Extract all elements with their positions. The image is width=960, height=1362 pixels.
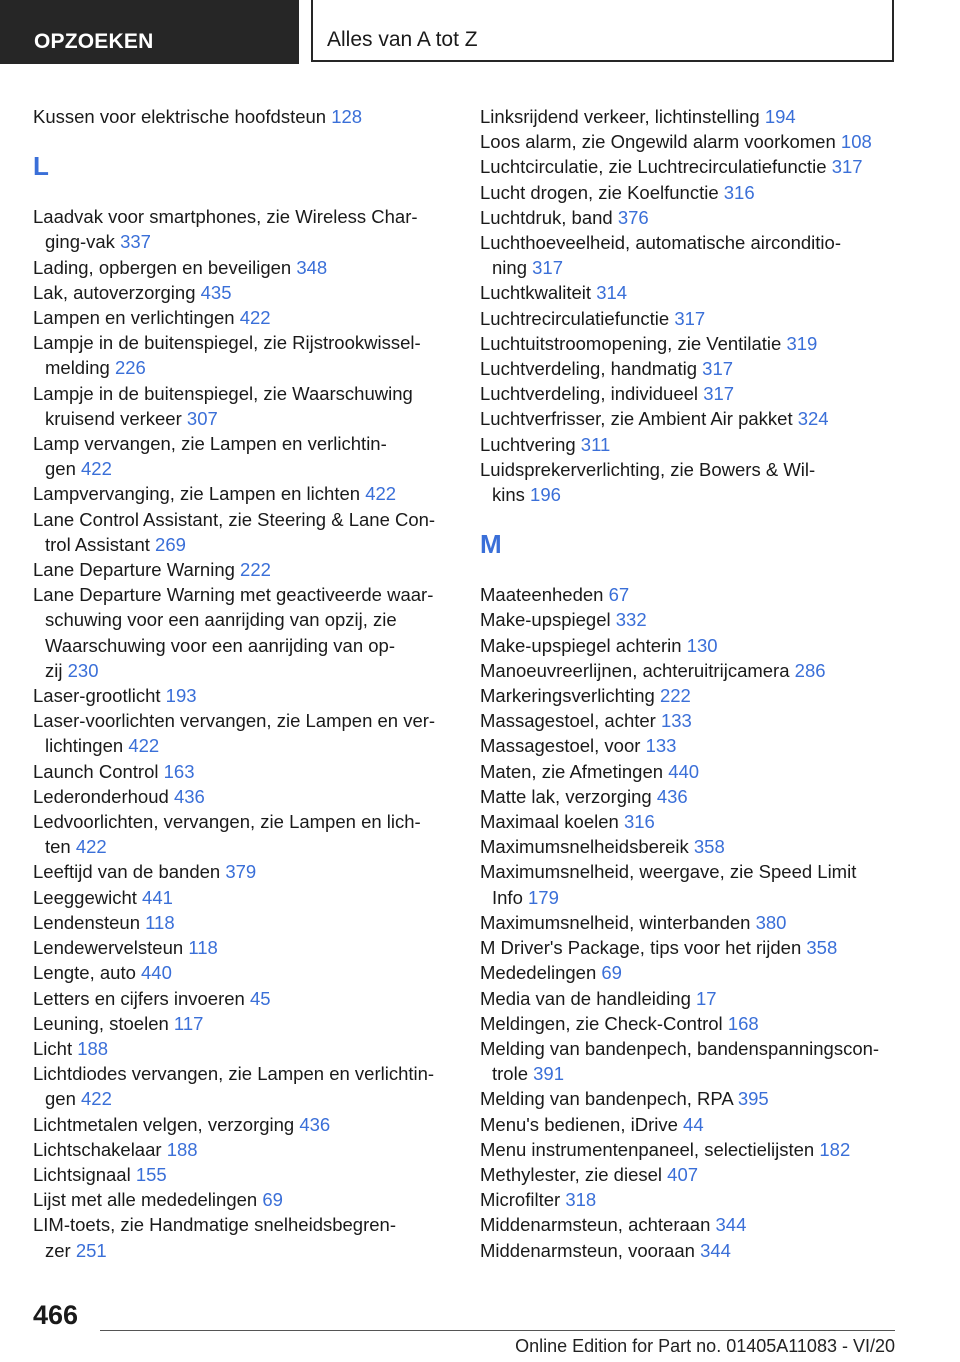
page-link[interactable]: 317: [702, 358, 734, 380]
page-link[interactable]: 222: [659, 685, 691, 707]
entry-text: ten: [45, 836, 71, 858]
page-link[interactable]: 193: [165, 685, 197, 707]
entry-text: Lengte, auto: [33, 962, 136, 984]
entry-text: Markeringsverlichting: [480, 685, 655, 707]
entry-text: gen: [45, 458, 76, 480]
page-link[interactable]: 133: [660, 710, 692, 732]
index-entry: [480, 1187, 900, 1212]
index-entry: [33, 809, 453, 859]
entry-text: Waarschuwing voor een aanrijding van op-: [45, 634, 395, 656]
page-link[interactable]: 379: [225, 861, 257, 883]
entry-text: Leuning, stoelen: [33, 1012, 169, 1034]
entry-text: Lendensteun: [33, 911, 140, 933]
page-link[interactable]: 395: [737, 1088, 769, 1110]
index-entry: [480, 910, 900, 935]
entry-text: Luchtverdeling, handmatig: [480, 358, 698, 380]
index-entry: [480, 1086, 900, 1111]
page-link[interactable]: 44: [683, 1113, 704, 1135]
entry-text: Media van de handleiding: [480, 987, 691, 1009]
page-link[interactable]: 380: [755, 911, 787, 933]
page-link[interactable]: 317: [674, 307, 706, 329]
index-entry: [480, 834, 900, 859]
entry-text: Lucht drogen, zie Koelfunctie: [480, 181, 719, 203]
section-letter: L: [33, 151, 49, 182]
index-entry: [480, 1137, 900, 1162]
entry-text: Lederonderhoud: [33, 785, 169, 807]
index-entry: [33, 885, 453, 910]
entry-text: Luchtdruk, band: [480, 206, 613, 228]
index-entry: [33, 759, 453, 784]
entry-text: trole: [492, 1063, 528, 1085]
page-link[interactable]: 179: [528, 886, 559, 908]
page-link[interactable]: 286: [794, 659, 826, 681]
index-entry: [33, 1162, 453, 1187]
page-link[interactable]: 358: [806, 937, 838, 959]
page-link[interactable]: 182: [819, 1138, 851, 1160]
entry-text: Kussen voor elektrische hoofdsteun: [33, 106, 327, 127]
page-title: Alles van A tot Z: [327, 28, 478, 51]
index-entry: [33, 1061, 453, 1111]
entry-text: Licht: [33, 1037, 73, 1059]
page-link[interactable]: 196: [530, 484, 561, 506]
index-entry: [33, 1112, 453, 1137]
page-link[interactable]: 108: [840, 131, 872, 153]
page-link[interactable]: 317: [703, 383, 735, 405]
page-link[interactable]: 422: [81, 1088, 112, 1110]
entry-text: Lichtschakelaar: [33, 1138, 162, 1160]
index-entry: [33, 305, 453, 330]
index-entry: [480, 1162, 900, 1187]
entry-text: Make-upspiegel achterin: [480, 634, 682, 656]
page-link[interactable]: 133: [645, 735, 677, 757]
entry-text: Linksrijdend verkeer, lichtinstelling: [480, 106, 760, 127]
index-entry: [480, 129, 900, 154]
entry-text: Menu's bedienen, iDrive: [480, 1113, 678, 1135]
page-link[interactable]: 69: [262, 1189, 283, 1211]
page-link[interactable]: 319: [786, 332, 818, 354]
entry-text: Laser-voorlichten vervangen, zie Lampen en ver-: [33, 710, 436, 732]
entry-text: Maximumsnelheid, winterbanden: [480, 911, 751, 933]
footer-divider: [100, 1330, 895, 1331]
page-link[interactable]: 344: [700, 1239, 731, 1261]
page-link[interactable]: 155: [135, 1163, 167, 1185]
index-entry: [480, 280, 900, 305]
page-link[interactable]: 441: [142, 886, 173, 908]
index-entry: [33, 1212, 453, 1262]
page-link[interactable]: 117: [173, 1012, 204, 1034]
entry-text: ning: [492, 257, 527, 279]
entry-text: Loos alarm, zie Ongewild alarm voorkomen: [480, 131, 836, 153]
page-link[interactable]: 314: [596, 282, 628, 304]
entry-text: M Driver's Package, tips voor het rijden: [480, 937, 802, 959]
entry-text: Make-upspiegel: [480, 609, 611, 631]
index-entry: [480, 986, 900, 1011]
index-entry: [480, 104, 900, 129]
entry-text: Lichtdiodes vervangen, zie Lampen en verlichtin-: [33, 1063, 435, 1085]
index-entry: [480, 381, 900, 406]
index-entry: [480, 154, 900, 179]
entry-text: Lichtmetalen velgen, verzorging: [33, 1113, 295, 1135]
entry-text: Lampvervanging, zie Lampen en lichten: [33, 483, 361, 505]
page-link[interactable]: 435: [200, 281, 232, 303]
entry-text: lichtingen: [45, 735, 124, 757]
index-column-left: [33, 104, 453, 1263]
entry-text: Lampje in de buitenspiegel, zie Rijstrookwissel-: [33, 332, 421, 354]
entry-text: Meldingen, zie Check-Control: [480, 1012, 723, 1034]
entry-text: Lane Control Assistant, zie Steering & Lane Con-: [33, 508, 436, 530]
page-link[interactable]: 422: [128, 735, 160, 757]
page-link[interactable]: 358: [693, 836, 725, 858]
page-link[interactable]: 376: [617, 206, 649, 228]
entry-text: Luchtcirculatie, zie Luchtrecirculatiefunctie: [480, 156, 827, 178]
entry-text: Middenarmsteun, vooraan: [480, 1239, 695, 1261]
index-entry: [33, 935, 453, 960]
entry-text: Menu instrumentenpaneel, selectielijsten: [480, 1138, 815, 1160]
index-entry: [480, 658, 900, 683]
page-link[interactable]: 316: [723, 181, 755, 203]
entry-text: Mededelingen: [480, 962, 597, 984]
page-link[interactable]: 324: [797, 408, 829, 430]
index-entry: [480, 205, 900, 230]
page-link[interactable]: 422: [81, 458, 112, 480]
section-tab[interactable]: [0, 0, 299, 64]
page-link[interactable]: 344: [715, 1214, 747, 1236]
index-entry: [33, 204, 453, 254]
index-entry: [480, 708, 900, 733]
index-entry: [33, 104, 453, 129]
index-entry: [480, 1112, 900, 1137]
entry-text: Letters en cijfers invoeren: [33, 987, 245, 1009]
index-entry: [480, 607, 900, 632]
entry-text: Luchtuitstroomopening, zie Ventilatie: [480, 332, 782, 354]
page-link[interactable]: 307: [186, 407, 218, 429]
index-entry: [33, 708, 453, 758]
page-link[interactable]: 436: [656, 785, 688, 807]
page-link[interactable]: 318: [565, 1189, 597, 1211]
entry-text: Lamp vervangen, zie Lampen en verlichtin-: [33, 433, 387, 455]
entry-text: Lak, autoverzorging: [33, 281, 196, 303]
header-title-box: [311, 0, 894, 62]
index-entry: [480, 733, 900, 758]
entry-text: ging-vak: [45, 231, 115, 253]
index-entry: [480, 859, 900, 909]
entry-text: Luchthoeveelheid, automatische airconditio-: [480, 232, 841, 254]
page-link[interactable]: 45: [249, 987, 271, 1009]
page-link[interactable]: 422: [239, 307, 271, 329]
page-link[interactable]: 188: [77, 1037, 109, 1059]
page-link[interactable]: 230: [67, 659, 99, 681]
page-number: 466: [33, 1300, 79, 1330]
index-entry: [33, 910, 453, 935]
entry-text: melding: [45, 357, 110, 379]
page-link[interactable]: 391: [533, 1063, 565, 1085]
entry-text: trol Assistant: [45, 533, 150, 555]
page-link[interactable]: 317: [532, 257, 563, 279]
entry-text: Laser-grootlicht: [33, 685, 161, 707]
entry-text: Lampje in de buitenspiegel, zie Waarschuwing: [33, 382, 413, 404]
entry-text: Maateenheden: [480, 584, 604, 606]
entry-text: kruisend verkeer: [45, 407, 182, 429]
index-column-right: [480, 104, 900, 1263]
page-link[interactable]: 67: [608, 584, 630, 606]
page-link[interactable]: 316: [623, 811, 655, 833]
entry-text: Luchtvering: [480, 433, 576, 455]
entry-text: Laadvak voor smartphones, zie Wireless Char-: [33, 206, 418, 228]
entry-text: Microfilter: [480, 1189, 561, 1211]
entry-text: schuwing voor een aanrijding van opzij, zie: [45, 609, 397, 631]
entry-text: Leeftijd van de banden: [33, 861, 221, 883]
page-link[interactable]: 118: [145, 911, 175, 933]
entry-text: Maten, zie Afmetingen: [480, 760, 664, 782]
index-entry: [33, 255, 453, 280]
page-link[interactable]: 269: [155, 533, 186, 555]
index-entry: [33, 784, 453, 809]
entry-text: Lading, opbergen en beveiligen: [33, 256, 292, 278]
index-entry: [480, 1238, 900, 1263]
page-link[interactable]: 168: [727, 1012, 759, 1034]
section-tab-label: OPZOEKEN: [34, 30, 154, 53]
index-entry: [33, 582, 453, 683]
entry-text: Lane Departure Warning: [33, 559, 235, 581]
index-entry: [33, 986, 453, 1011]
page-link[interactable]: 422: [365, 483, 397, 505]
index-entry: [33, 381, 453, 431]
entry-text: Lichtsignaal: [33, 1163, 131, 1185]
index-entry: [33, 1137, 453, 1162]
page-link[interactable]: 222: [240, 559, 271, 581]
entry-text: Luchtverdeling, individueel: [480, 383, 699, 405]
entry-text: kins: [492, 484, 525, 506]
index-entry: [33, 960, 453, 985]
entry-text: Massagestoel, achter: [480, 710, 656, 732]
index-entry: [480, 356, 900, 381]
page-link[interactable]: 163: [163, 760, 195, 782]
index-entry: [480, 432, 900, 457]
entry-text: Launch Control: [33, 760, 159, 782]
index-entry: [33, 431, 453, 481]
index-entry: [480, 1212, 900, 1237]
entry-text: Lane Departure Warning met geactiveerde waar-: [33, 584, 434, 606]
entry-text: gen: [45, 1088, 76, 1110]
entry-text: Luchtrecirculatiefunctie: [480, 307, 670, 329]
index-entry: [33, 557, 453, 582]
entry-text: Luidsprekerverlichting, zie Bowers & Wil-: [480, 458, 816, 480]
entry-text: Lijst met alle mededelingen: [33, 1189, 258, 1211]
index-entry: [480, 306, 900, 331]
entry-text: Info: [492, 886, 523, 908]
index-entry: [480, 406, 900, 431]
entry-text: zij: [45, 659, 63, 681]
entry-text: Massagestoel, voor: [480, 735, 641, 757]
page-link[interactable]: 436: [173, 785, 205, 807]
page-link[interactable]: 69: [601, 962, 622, 984]
entry-text: Matte lak, verzorging: [480, 785, 652, 807]
entry-text: Maximumsnelheid, weergave, zie Speed Limit: [480, 861, 857, 883]
section-letter: M: [480, 529, 502, 560]
entry-text: Lendewervelsteun: [33, 937, 184, 959]
entry-text: Methylester, zie diesel: [480, 1163, 663, 1185]
page-link[interactable]: 407: [667, 1163, 699, 1185]
index-entry: [480, 230, 900, 280]
index-entry: [480, 633, 900, 658]
page-link[interactable]: 194: [764, 106, 796, 127]
entry-text: Maximaal koelen: [480, 811, 619, 833]
entry-text: LIM-toets, zie Handmatige snelheidsbegren-: [33, 1214, 396, 1236]
index-entry: [33, 859, 453, 884]
index-entry: [480, 1011, 900, 1036]
index-entry: [33, 330, 453, 380]
entry-text: Luchtverfrisser, zie Ambient Air pakket: [480, 408, 793, 430]
entry-text: Leeggewicht: [33, 886, 137, 908]
entry-text: Maximumsnelheidsbereik: [480, 836, 689, 858]
page-link[interactable]: 118: [188, 937, 218, 959]
index-entry: [480, 331, 900, 356]
entry-text: Melding van bandenpech, bandenspanningscon-: [480, 1037, 880, 1059]
page-link[interactable]: 317: [831, 156, 863, 178]
page-link[interactable]: 130: [686, 634, 718, 656]
entry-text: Lampen en verlichtingen: [33, 307, 235, 329]
index-entry: [480, 180, 900, 205]
index-entry: [33, 1187, 453, 1212]
index-entry: [480, 935, 900, 960]
page-link[interactable]: 337: [120, 231, 151, 253]
index-entry: [480, 759, 900, 784]
entry-text: Melding van bandenpech, RPA: [480, 1088, 733, 1110]
entry-text: Middenarmsteun, achteraan: [480, 1214, 711, 1236]
index-entry: [33, 683, 453, 708]
page-link[interactable]: 332: [615, 609, 647, 631]
page-link[interactable]: 436: [299, 1113, 331, 1135]
page-link[interactable]: 440: [668, 760, 700, 782]
index-entry: [33, 1011, 453, 1036]
index-entry: [480, 1036, 900, 1086]
index-entry: [480, 784, 900, 809]
index-entry: [33, 280, 453, 305]
page-link[interactable]: 440: [141, 962, 172, 984]
page-link[interactable]: 17: [696, 987, 717, 1009]
index-entry: [33, 1036, 453, 1061]
entry-text: zer: [45, 1239, 71, 1261]
entry-text: Manoeuvreerlijnen, achteruitrijcamera: [480, 659, 790, 681]
page-link[interactable]: 128: [331, 106, 363, 127]
index-entry: [480, 809, 900, 834]
page-link[interactable]: 251: [75, 1239, 107, 1261]
edition-footer: Online Edition for Part no. 01405A11083 - VI/20: [515, 1336, 895, 1356]
index-entry: [480, 683, 900, 708]
page-link[interactable]: 188: [166, 1138, 198, 1160]
index-entry: [480, 960, 900, 985]
page-link[interactable]: 311: [580, 433, 611, 455]
entry-text: Ledvoorlichten, vervangen, zie Lampen en lich-: [33, 811, 421, 833]
entry-text: Luchtkwaliteit: [480, 282, 592, 304]
index-entry: [33, 481, 453, 506]
page-link[interactable]: 226: [114, 357, 146, 379]
index-entry: [480, 457, 900, 507]
page-link[interactable]: 422: [75, 836, 107, 858]
page-link[interactable]: 348: [296, 256, 328, 278]
index-entry: [33, 507, 453, 557]
index-entry: [480, 582, 900, 607]
